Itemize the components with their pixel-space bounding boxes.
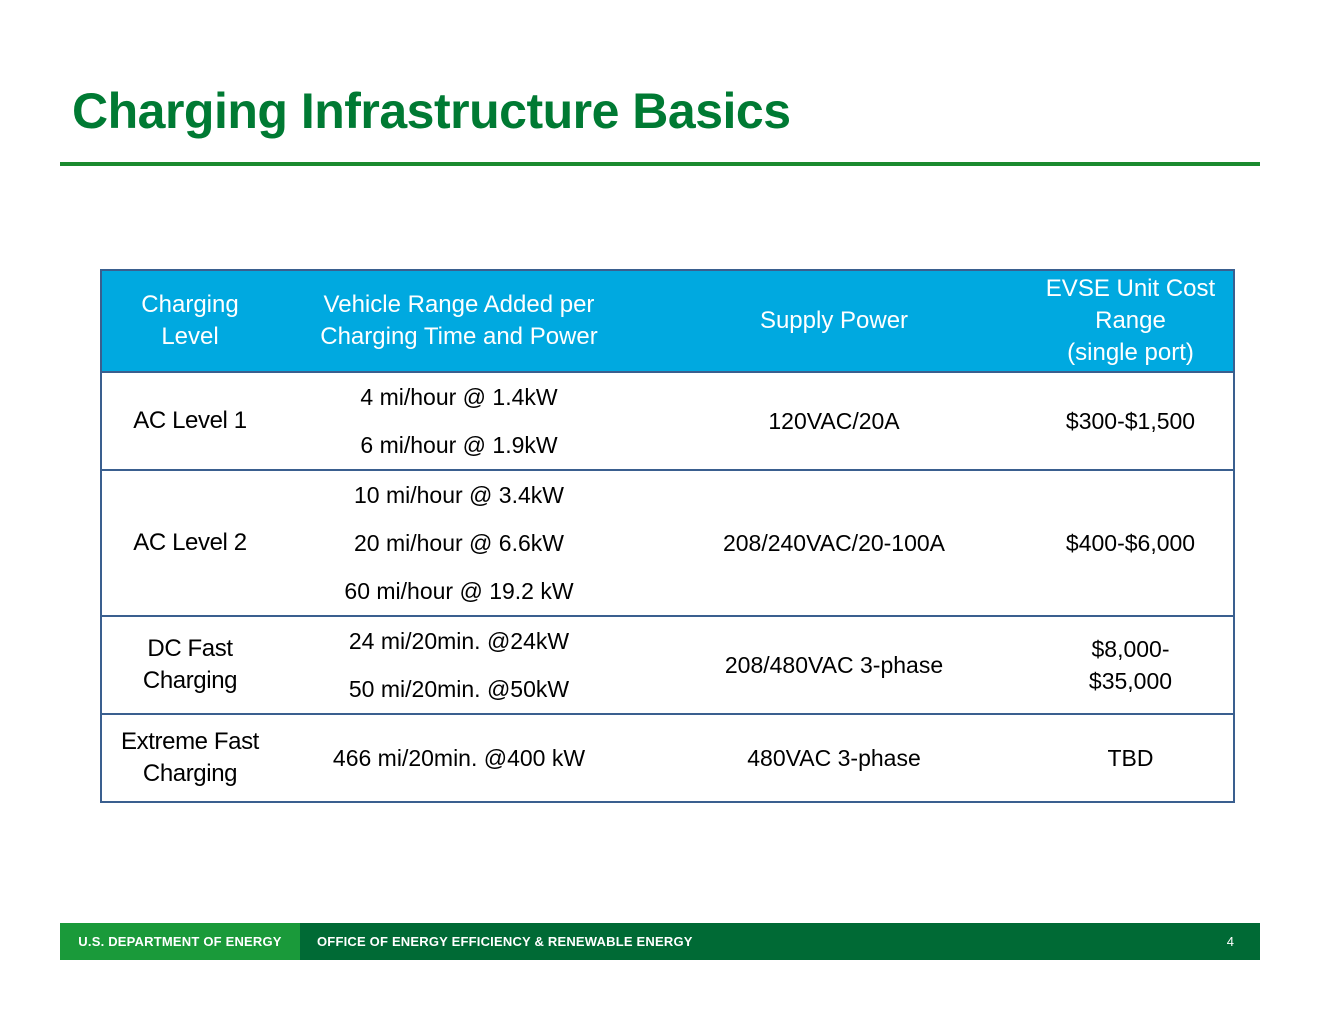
header-line: Level xyxy=(161,323,219,350)
cell-cost xyxy=(1028,616,1234,714)
cell-supply: 480VAC 3-phase xyxy=(640,714,1028,802)
charging-table xyxy=(100,269,1235,803)
cell-level xyxy=(101,470,278,616)
header-line: Charging xyxy=(141,291,239,318)
cost-line: $400-$6,000 xyxy=(1065,530,1196,556)
level-line: AC Level 1 xyxy=(133,407,247,434)
header-line: (single port) xyxy=(1067,339,1194,366)
cell-level xyxy=(101,616,278,714)
level-line: DC Fast xyxy=(147,635,233,662)
table-row xyxy=(101,714,1234,802)
cost-line: TBD xyxy=(1107,745,1154,771)
cell-range xyxy=(278,372,640,470)
level-line: AC Level 2 xyxy=(133,529,247,556)
header-line: Charging Time and Power xyxy=(320,323,598,350)
cell-supply: 208/480VAC 3-phase xyxy=(640,616,1028,714)
level-line: Extreme Fast xyxy=(121,728,259,755)
header-line: Vehicle Range Added per xyxy=(323,291,595,318)
header-charging-level xyxy=(101,270,278,372)
range-line: 20 mi/hour @ 6.6kW xyxy=(354,530,564,556)
cell-level xyxy=(101,372,278,470)
table-row xyxy=(101,372,1234,470)
range-line: 6 mi/hour @ 1.9kW xyxy=(360,432,558,458)
footer-bar xyxy=(60,923,1260,960)
office-label: OFFICE OF ENERGY EFFICIENCY & RENEWABLE ENERGY xyxy=(317,934,693,949)
cell-range xyxy=(278,714,640,802)
level-line: Charging xyxy=(142,667,238,694)
cell-cost xyxy=(1028,714,1234,802)
table-row xyxy=(101,616,1234,714)
range-line: 24 mi/20min. @24kW xyxy=(348,628,570,654)
header-supply-power xyxy=(640,270,1028,372)
header-evse-cost xyxy=(1028,270,1234,372)
level-line: Charging xyxy=(142,760,238,787)
cost-line: $300-$1,500 xyxy=(1065,408,1196,434)
cell-cost xyxy=(1028,470,1234,616)
page-number: 4 xyxy=(1226,934,1234,949)
header-line: Range xyxy=(1095,307,1166,334)
cell-range xyxy=(278,470,640,616)
table-row xyxy=(101,470,1234,616)
page-title: Charging Infrastructure Basics xyxy=(72,83,791,139)
range-line: 4 mi/hour @ 1.4kW xyxy=(360,384,558,410)
range-line: 466 mi/20min. @400 kW xyxy=(332,744,586,771)
header-vehicle-range xyxy=(278,270,640,372)
cell-range xyxy=(278,616,640,714)
range-line: 10 mi/hour @ 3.4kW xyxy=(354,482,564,508)
cell-cost xyxy=(1028,372,1234,470)
range-line: 50 mi/20min. @50kW xyxy=(348,676,570,702)
cell-supply: 208/240VAC/20-100A xyxy=(640,470,1028,616)
cell-supply: 120VAC/20A xyxy=(640,372,1028,470)
title-divider xyxy=(60,162,1260,166)
table-header-row xyxy=(101,270,1234,372)
cost-line: $35,000 xyxy=(1088,668,1173,694)
cost-line: $8,000- xyxy=(1091,636,1170,662)
header-line: EVSE Unit Cost xyxy=(1045,275,1216,302)
department-label: U.S. DEPARTMENT OF ENERGY xyxy=(60,923,300,960)
cell-level xyxy=(101,714,278,802)
range-line: 60 mi/hour @ 19.2 kW xyxy=(344,578,574,604)
header-line: Supply Power xyxy=(759,307,909,334)
